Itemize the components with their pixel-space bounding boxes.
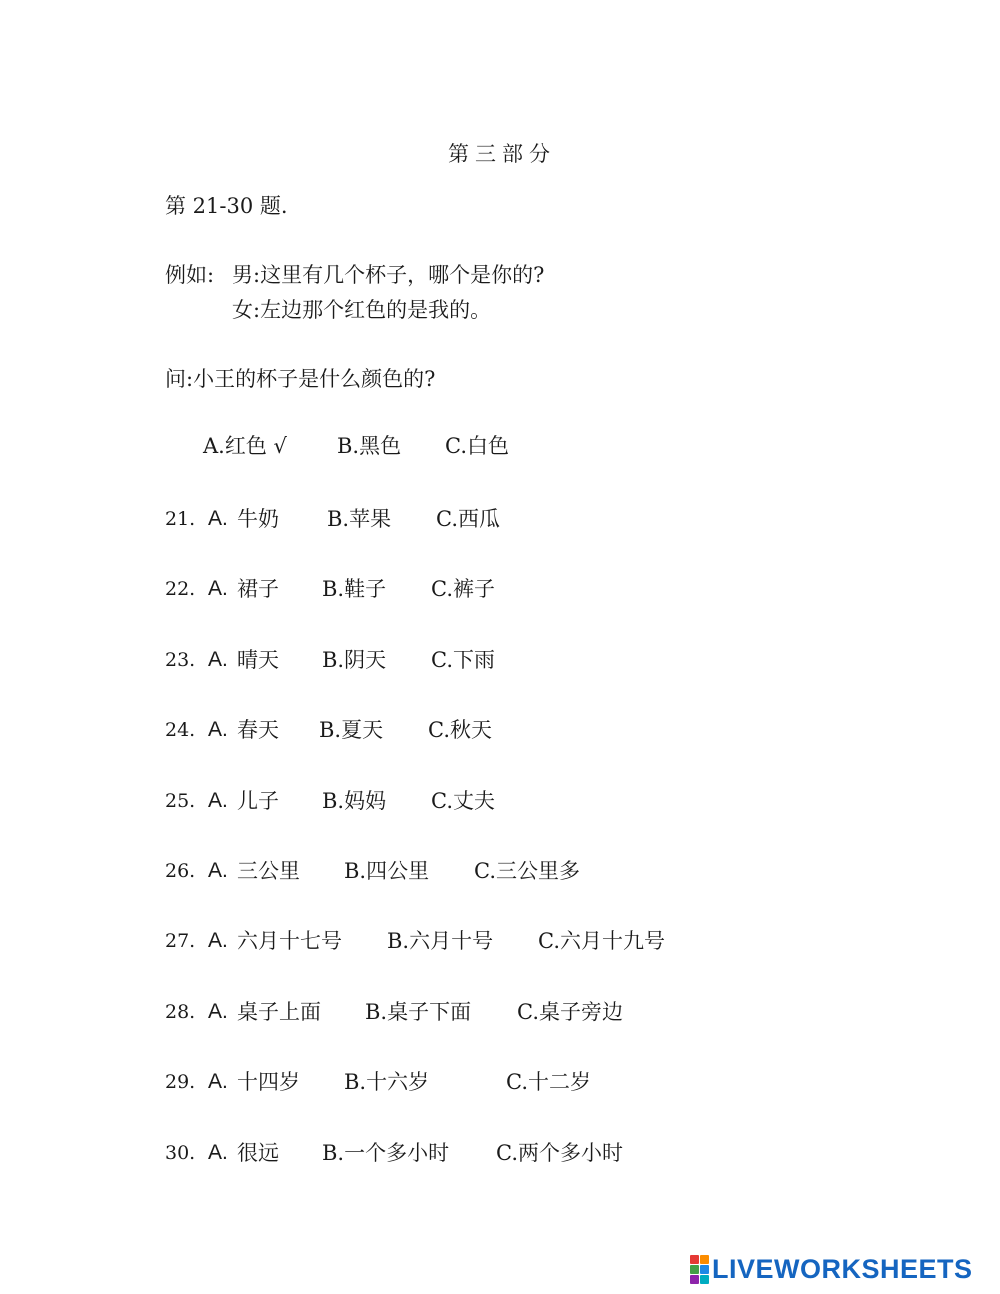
question-number: 23. [165, 649, 196, 671]
logo-block-2 [700, 1255, 709, 1264]
option-a-letter: A. [208, 648, 228, 671]
example-label: 例如: [165, 263, 215, 287]
logo-block-5 [690, 1275, 699, 1284]
option-b: B.夏天 [319, 718, 384, 742]
option-c: C.下雨 [431, 648, 495, 672]
section-heading: 第 21-30 题. [165, 194, 288, 218]
option-a: 很远 [237, 1141, 279, 1165]
example-dialogue-female: 女:左边那个红色的是我的。 [232, 298, 492, 322]
logo-block-1 [690, 1255, 699, 1264]
option-c: C.十二岁 [506, 1070, 591, 1094]
option-b: B.四公里 [344, 859, 430, 883]
option-b: B.鞋子 [322, 577, 387, 601]
option-a: 裙子 [237, 577, 279, 601]
option-b: B.六月十号 [387, 929, 494, 953]
option-a-letter: A. [208, 718, 228, 741]
option-a: 儿子 [237, 789, 279, 813]
logo-block-4 [700, 1265, 709, 1274]
question-number: 28. [165, 1001, 196, 1023]
example-dialogue-male: 男:这里有几个杯子，哪个是你的? [232, 263, 545, 287]
option-a: 牛奶 [237, 507, 279, 531]
option-c: C.西瓜 [436, 507, 500, 531]
option-a-letter: A. [208, 1070, 228, 1093]
option-c: C.三公里多 [474, 859, 580, 883]
example-option-c: C.白色 [445, 434, 509, 458]
example-option-b: B.黑色 [337, 434, 402, 458]
option-c: C.裤子 [431, 577, 495, 601]
option-a: 桌子上面 [237, 1000, 321, 1024]
page-title: 第三部分 [448, 142, 556, 166]
option-a-letter: A. [208, 1000, 228, 1023]
question-number: 24. [165, 719, 196, 741]
option-c: C.丈夫 [431, 789, 495, 813]
question-number: 29. [165, 1071, 196, 1093]
option-a: 晴天 [237, 648, 279, 672]
option-a: 三公里 [237, 859, 300, 883]
option-a-letter: A. [208, 859, 228, 882]
question-number: 25. [165, 790, 196, 812]
option-b: B.阴天 [322, 648, 387, 672]
option-a: 六月十七号 [237, 929, 342, 953]
option-a-letter: A. [208, 507, 228, 530]
logo-block-3 [690, 1265, 699, 1274]
option-a: 春天 [237, 718, 279, 742]
question-number: 26. [165, 860, 196, 882]
option-b: B.苹果 [327, 507, 392, 531]
logo-block-6 [700, 1275, 709, 1284]
option-b: B.桌子下面 [365, 1000, 472, 1024]
option-a-letter: A. [208, 1141, 228, 1164]
option-b: B.妈妈 [322, 789, 387, 813]
option-c: C.两个多小时 [496, 1141, 623, 1165]
question-number: 27. [165, 930, 196, 952]
option-a-letter: A. [208, 929, 228, 952]
option-c: C.秋天 [428, 718, 492, 742]
option-c: C.六月十九号 [538, 929, 665, 953]
question-number: 30. [165, 1142, 196, 1164]
option-b: B.一个多小时 [322, 1141, 450, 1165]
logo-text: LIVEWORKSHEETS [712, 1253, 973, 1284]
question-number: 22. [165, 578, 196, 600]
option-b: B.十六岁 [344, 1070, 430, 1094]
question-number: 21. [165, 508, 196, 530]
example-question: 问:小王的杯子是什么颜色的? [165, 367, 436, 391]
option-a-letter: A. [208, 789, 228, 812]
option-a-letter: A. [208, 577, 228, 600]
example-option-a: A.红色 √ [203, 434, 287, 458]
logo-blocks-icon [690, 1255, 709, 1284]
liveworksheets-logo [690, 1254, 973, 1284]
option-c: C.桌子旁边 [517, 1000, 623, 1024]
option-a: 十四岁 [237, 1070, 300, 1094]
